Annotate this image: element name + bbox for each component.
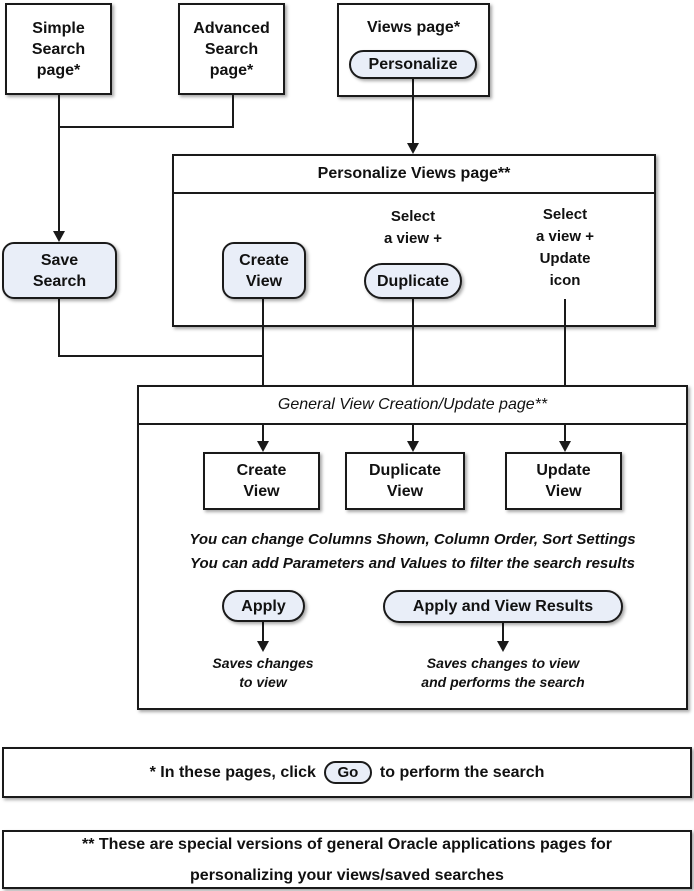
footnote1-suffix: to perform the search (379, 763, 545, 781)
update-view-box (505, 452, 622, 510)
create-view-line1: Create (239, 251, 289, 269)
simple-search-line2: Search (31, 40, 86, 58)
create-view-button (222, 242, 306, 299)
connector-search-merge (58, 126, 234, 128)
select-view-update-label (504, 204, 626, 292)
connector-save-merge (58, 355, 264, 357)
connector-personalize-down (412, 79, 414, 145)
connector-apply-view-down (502, 622, 504, 643)
arrow-down-icon (257, 641, 269, 652)
select-view-duplicate-line2: a view + (384, 230, 442, 247)
simple-search-line3: page* (36, 61, 81, 79)
advanced-search-line2: Search (204, 40, 259, 58)
select-view-update-line4: icon (549, 272, 581, 289)
create-view-box-line1: Create (236, 462, 287, 479)
select-view-update-line3: Update (539, 250, 591, 267)
go-button: Go (324, 761, 372, 784)
select-view-duplicate-line1: Select (390, 208, 436, 225)
select-view-duplicate-label (352, 206, 474, 250)
capability-note-1: You can change Columns Shown, Column Order, Sort Settings (189, 531, 636, 548)
advanced-search-page-box (178, 3, 285, 95)
connector-apply-down (262, 622, 264, 643)
apply-and-view-caption-line2: and performs the search (421, 674, 585, 690)
save-search-line2: Search (32, 272, 87, 290)
select-view-update-line2: a view + (536, 228, 594, 245)
advanced-search-line1: Advanced (193, 19, 270, 37)
update-view-box-line1: Update (536, 462, 591, 479)
arrow-down-icon (257, 441, 269, 452)
arrow-down-icon (559, 441, 571, 452)
connector-update-down (564, 299, 566, 385)
simple-search-line1: Simple (32, 19, 85, 37)
connector-simple-down (58, 95, 60, 232)
duplicate-view-box-line2: View (386, 483, 424, 500)
apply-and-view-results-button: Apply and View Results (383, 590, 623, 623)
create-view-box-line2: View (243, 483, 280, 500)
duplicate-view-box (345, 452, 465, 510)
capability-notes (140, 528, 685, 576)
footnote1-prefix: * In these pages, click (149, 763, 316, 781)
footnote-double-asterisk-box (2, 830, 692, 889)
update-view-box-line2: View (545, 483, 582, 500)
save-search-line1: Save (40, 251, 79, 269)
apply-caption-line2: to view (239, 674, 287, 690)
create-view-box (203, 452, 320, 510)
footnote2-line1: ** These are special versions of general Oracle applications pages for (82, 835, 612, 853)
connector-create-view-down (262, 298, 264, 385)
footnote-single-asterisk-box (2, 747, 692, 798)
advanced-search-line3: page* (209, 61, 254, 79)
arrow-down-icon (407, 143, 419, 154)
create-view-line2: View (245, 272, 283, 290)
connector-duplicate-down (412, 297, 414, 385)
footnote2-line2: personalizing your views/saved searches (190, 866, 504, 884)
personalize-button: Personalize (349, 50, 477, 79)
duplicate-view-box-line1: Duplicate (368, 462, 441, 479)
views-page-title: Views page* (366, 19, 461, 36)
general-view-page-title: General View Creation/Update page** (139, 387, 686, 425)
personalize-views-page-title: Personalize Views page** (174, 156, 654, 194)
simple-search-page-box (5, 3, 112, 95)
apply-and-view-caption-line1: Saves changes to view (426, 655, 580, 671)
duplicate-button: Duplicate (364, 263, 462, 299)
connector-save-search-down (58, 297, 60, 357)
arrow-down-icon (407, 441, 419, 452)
arrow-down-icon (497, 641, 509, 652)
apply-caption (183, 654, 343, 692)
apply-button: Apply (222, 590, 305, 622)
arrow-down-icon (53, 231, 65, 242)
save-search-button (2, 242, 117, 299)
connector-advanced-down (232, 95, 234, 128)
apply-and-view-caption (378, 654, 628, 692)
select-view-update-line1: Select (542, 206, 588, 223)
capability-note-2: You can add Parameters and Values to filter the search results (190, 555, 635, 572)
apply-caption-line1: Saves changes (212, 655, 314, 671)
